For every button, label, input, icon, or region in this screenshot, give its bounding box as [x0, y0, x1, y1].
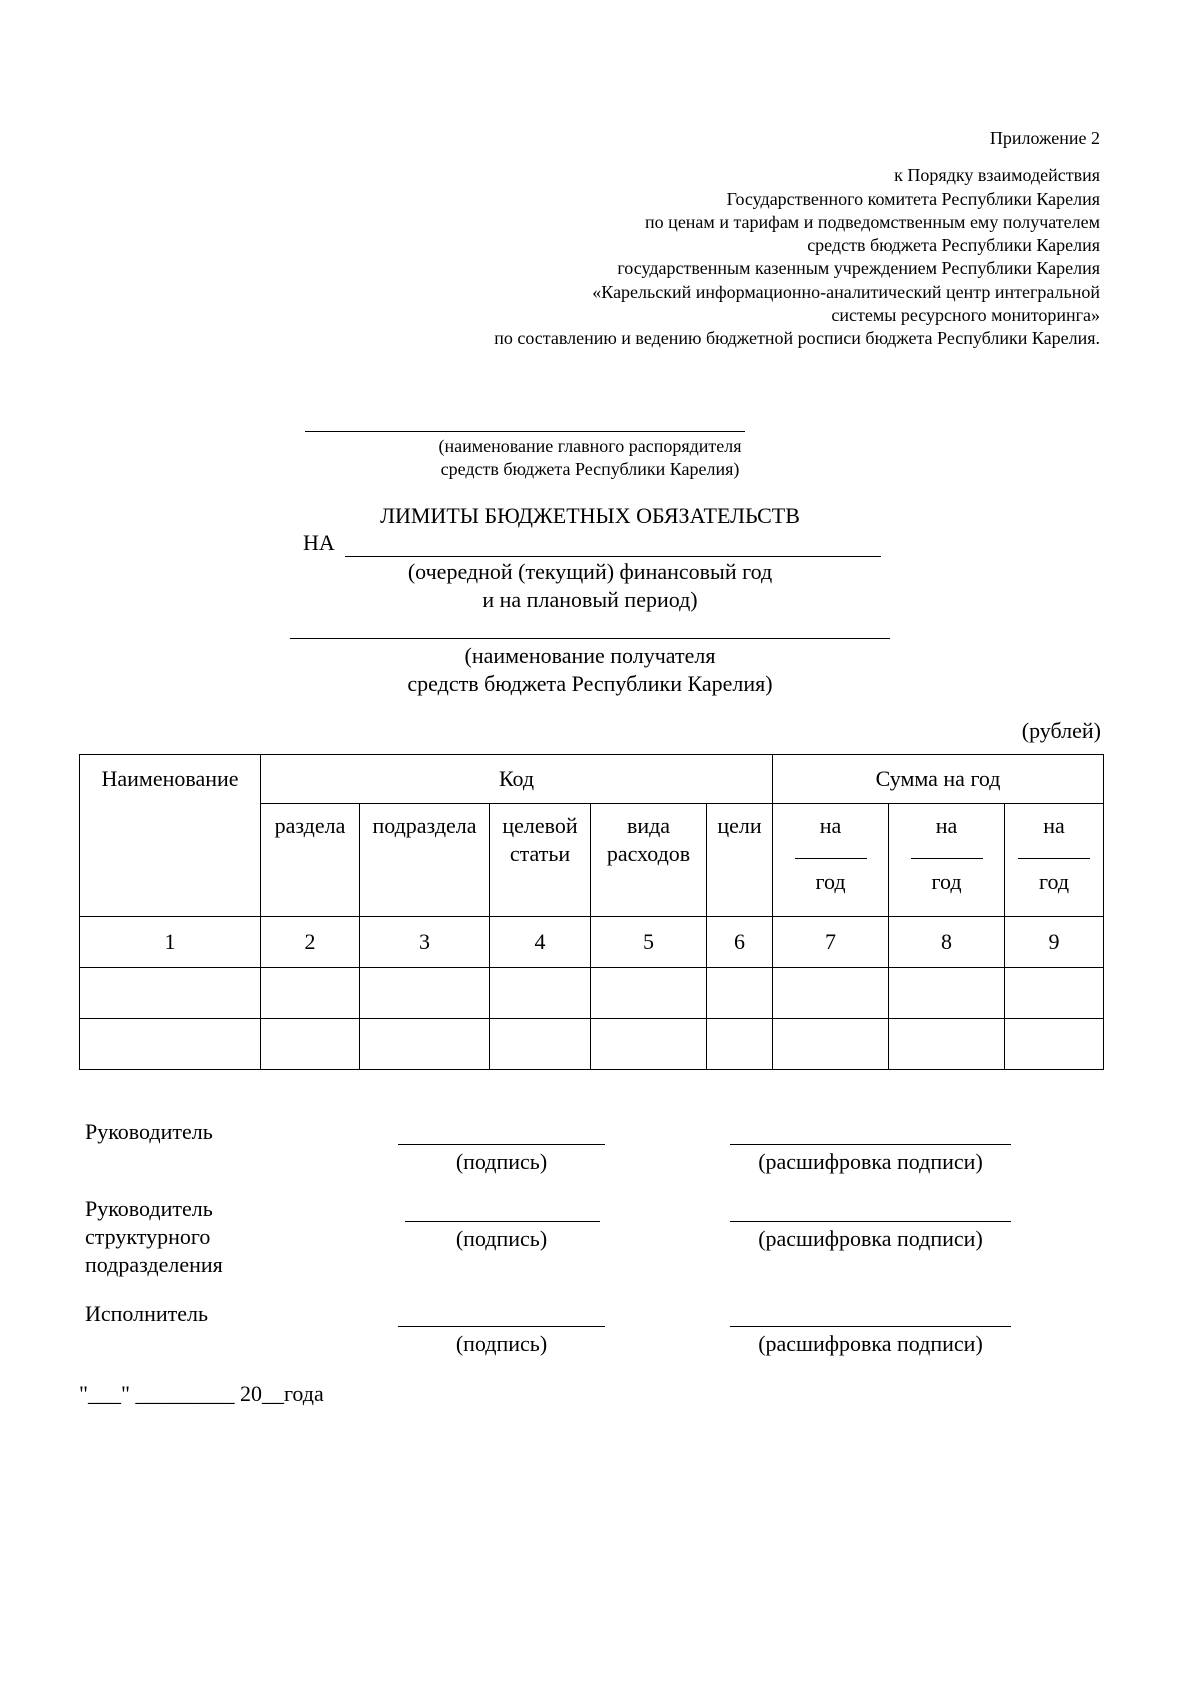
- header-year-1: на год: [773, 804, 889, 917]
- header-year-2: на год: [889, 804, 1005, 917]
- col-number: 2: [261, 917, 360, 968]
- header-year-3: на год: [1005, 804, 1104, 917]
- limits-table: [79, 754, 1104, 1070]
- header-razdel: раздела: [261, 804, 360, 917]
- table-cell[interactable]: [261, 1019, 360, 1070]
- period-caption: (очередной (текущий) финансовый год и на плановый период): [407, 559, 773, 612]
- recipient-caption: (наименование получателя средств бюджета Республики Карелия): [407, 643, 773, 696]
- col-number: 5: [591, 917, 707, 968]
- col-number: 4: [490, 917, 591, 968]
- struct-head-decode-caption: (расшифровка подписи): [758, 1226, 983, 1251]
- period-blank-line: [345, 556, 881, 557]
- head-decode-caption: (расшифровка подписи): [758, 1149, 983, 1174]
- appendix-line: государственным казенным учреждением Республики Карелия: [617, 258, 1100, 279]
- table-number-row: [80, 917, 1104, 968]
- table-row: [80, 1019, 1104, 1070]
- distributor-blank-line: [305, 431, 745, 432]
- distributor-caption: (наименование главного распорядителя средств бюджета Республики Карелия): [438, 436, 742, 479]
- table-cell[interactable]: [1005, 968, 1104, 1019]
- document-title: ЛИМИТЫ БЮДЖЕТНЫХ ОБЯЗАТЕЛЬСТВ: [380, 503, 800, 528]
- header-sum-group: Сумма на год: [773, 755, 1104, 804]
- appendix-line: «Карельский информационно-аналитический центр интегральной: [592, 281, 1100, 302]
- head-sign-line[interactable]: [398, 1144, 605, 1145]
- table-cell[interactable]: [707, 968, 773, 1019]
- struct-head-label: Руководитель структурного подразделения: [85, 1196, 223, 1277]
- col-number: 1: [80, 917, 261, 968]
- head-sign-caption: (подпись): [455, 1149, 548, 1174]
- header-name: Наименование: [80, 755, 261, 917]
- executor-decode-caption: (расшифровка подписи): [758, 1331, 983, 1356]
- header-code-group: Код: [261, 755, 773, 804]
- table-cell[interactable]: [1005, 1019, 1104, 1070]
- head-label: Руководитель: [85, 1119, 213, 1144]
- appendix-line: по составлению и ведению бюджетной росписи бюджета Республики Карелия.: [494, 328, 1100, 349]
- table-cell[interactable]: [773, 968, 889, 1019]
- col-number: 6: [707, 917, 773, 968]
- table-cell[interactable]: [80, 968, 261, 1019]
- table-cell[interactable]: [490, 1019, 591, 1070]
- header-target-article: целевой статьи: [490, 804, 591, 917]
- table-cell[interactable]: [707, 1019, 773, 1070]
- col-number: 3: [360, 917, 490, 968]
- table-cell[interactable]: [261, 968, 360, 1019]
- appendix-title: Приложение 2: [989, 128, 1100, 148]
- table-row: [80, 968, 1104, 1019]
- appendix-line: по ценам и тарифам и подведомственным ему получателем: [645, 211, 1100, 232]
- table-cell[interactable]: [591, 968, 707, 1019]
- units-label: (рублей): [1021, 718, 1101, 743]
- head-decode-line[interactable]: [730, 1144, 1011, 1145]
- executor-sign-caption: (подпись): [455, 1331, 548, 1356]
- col-number: 9: [1005, 917, 1104, 968]
- header-podrazdel: подраздела: [360, 804, 490, 917]
- appendix-line: средств бюджета Республики Карелия: [807, 235, 1100, 256]
- appendix-line: Государственного комитета Республики Карелия: [726, 188, 1100, 209]
- table-cell[interactable]: [490, 968, 591, 1019]
- date-line: "___" _________ 20__года: [79, 1381, 324, 1406]
- struct-head-decode-line[interactable]: [730, 1221, 1011, 1222]
- executor-decode-line[interactable]: [730, 1326, 1011, 1327]
- struct-head-sign-line[interactable]: [405, 1221, 600, 1222]
- executor-label: Исполнитель: [85, 1301, 209, 1326]
- appendix-header: [494, 127, 1100, 351]
- table-cell[interactable]: [889, 968, 1005, 1019]
- col-number: 8: [889, 917, 1005, 968]
- table-cell[interactable]: [773, 1019, 889, 1070]
- table-cell[interactable]: [591, 1019, 707, 1070]
- table-cell[interactable]: [360, 968, 490, 1019]
- header-goal: цели: [707, 804, 773, 917]
- table-header-row: [80, 755, 1104, 804]
- recipient-blank-line: [290, 638, 890, 639]
- executor-sign-line[interactable]: [398, 1326, 605, 1327]
- table-cell[interactable]: [360, 1019, 490, 1070]
- col-number: 7: [773, 917, 889, 968]
- appendix-line: к Порядку взаимодействия: [894, 165, 1100, 186]
- header-expense-type: вида расходов: [591, 804, 707, 917]
- struct-head-sign-caption: (подпись): [455, 1226, 548, 1251]
- na-label: НА: [303, 530, 335, 555]
- appendix-line: системы ресурсного мониторинга»: [831, 305, 1100, 326]
- table-cell[interactable]: [80, 1019, 261, 1070]
- table-cell[interactable]: [889, 1019, 1005, 1070]
